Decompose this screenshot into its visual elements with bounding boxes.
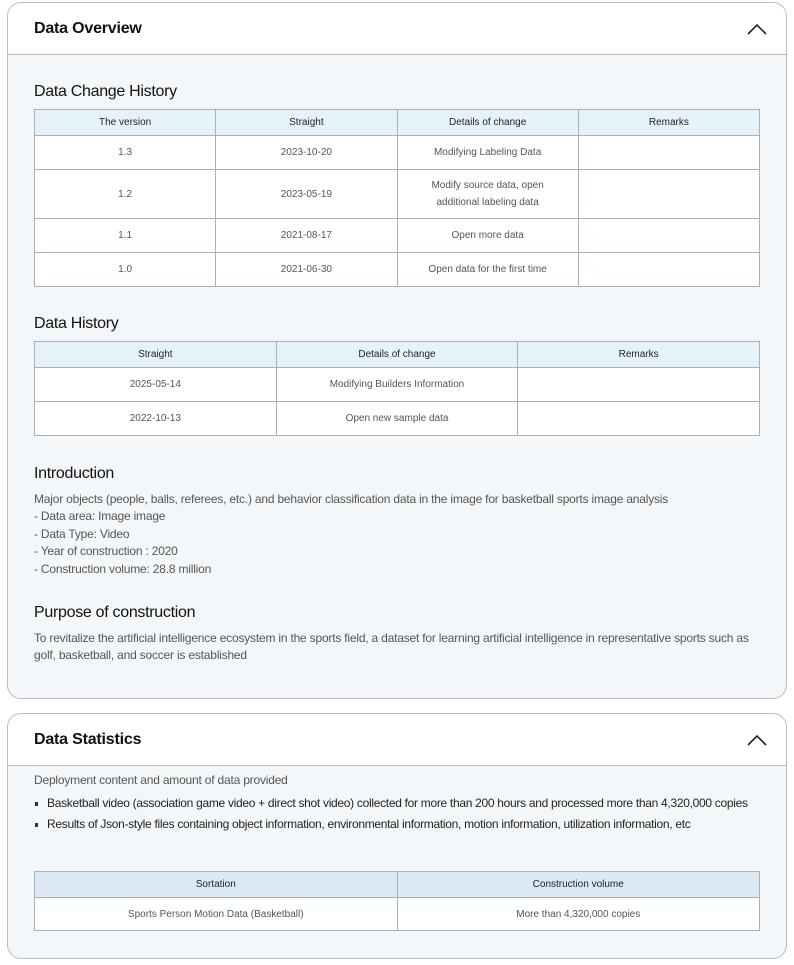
date-cell: 2021-08-17: [216, 219, 397, 253]
purpose-text: To revitalize the artificial intelligence ecosystem in the sports field, a dataset for learning artificial intelligence in representative sports such as golf, basketball, and soccer is established: [34, 631, 749, 663]
list-item: [34, 814, 760, 835]
table-row: [35, 219, 760, 253]
data-statistics-panel: [7, 713, 787, 959]
section-title-data-history: Data History: [34, 315, 119, 332]
table-row: [35, 368, 760, 402]
date-cell: 2023-05-19: [216, 170, 397, 219]
change-history-table: [34, 109, 760, 287]
details-cell: Modifying Labeling Data: [397, 136, 578, 170]
date-cell: 2025-05-14: [35, 368, 277, 402]
bullet-text: Basketball video (association game video + direct shot video) collected for more than 200 hours and processed more than 4,320,000 copies: [47, 796, 748, 811]
bullet-text: Results of Json-style files containing object information, environmental information, motion information, utilization information, etc: [47, 817, 691, 832]
section-title-purpose: Purpose of construction: [34, 604, 196, 622]
statistics-bullet-list: [34, 793, 760, 835]
remarks-cell: [578, 170, 759, 219]
data-history-table: [34, 341, 760, 436]
statistics-table: [34, 871, 760, 931]
data-overview-body: [8, 83, 786, 665]
statistics-subtitle: Deployment content and amount of data provided: [34, 773, 288, 787]
panel-title: Data Statistics: [34, 730, 142, 748]
table-row: [35, 136, 760, 170]
version-cell: 1.0: [35, 253, 216, 287]
column-header: Remarks: [578, 110, 759, 136]
list-item: [34, 793, 760, 814]
details-cell: Open data for the first time: [397, 253, 578, 287]
details-cell: Open new sample data: [276, 402, 518, 436]
introduction-line: Major objects (people, balls, referees, etc.) and behavior classification data in the image for basketball sports image analysis: [34, 492, 669, 506]
chevron-up-icon[interactable]: [746, 18, 768, 40]
table-row: [35, 402, 760, 436]
introduction-line: - Data area: Image image: [34, 509, 166, 524]
version-cell: 1.2: [35, 170, 216, 219]
section-title-introduction: Introduction: [34, 465, 115, 482]
data-statistics-body: [8, 772, 786, 931]
column-header: Straight: [216, 110, 397, 136]
details-cell: Modify source data, open additional labeling data: [397, 170, 578, 219]
chevron-up-icon[interactable]: [746, 729, 768, 751]
sortation-cell: Sports Person Motion Data (Basketball): [35, 898, 398, 931]
column-header: The version: [35, 110, 216, 136]
details-cell: Modifying Builders Information: [276, 368, 518, 402]
remarks-cell: [518, 402, 760, 436]
column-header: Construction volume: [397, 872, 760, 898]
column-header: Sortation: [35, 872, 398, 898]
remarks-cell: [578, 136, 759, 170]
column-header: Details of change: [397, 110, 578, 136]
introduction-line: - Construction volume: 28.8 million: [34, 561, 212, 576]
introduction-line: - Year of construction : 2020: [34, 544, 178, 559]
data-statistics-header[interactable]: [8, 714, 786, 766]
introduction-line: - Data Type: Video: [34, 526, 130, 541]
table-row: [35, 170, 760, 219]
table-row: [35, 898, 760, 931]
introduction-text: [34, 491, 760, 578]
bullet-icon: [35, 823, 38, 827]
panel-title: Data Overview: [34, 19, 142, 37]
date-cell: 2022-10-13: [35, 402, 277, 436]
remarks-cell: [518, 368, 760, 402]
date-cell: 2023-10-20: [216, 136, 397, 170]
remarks-cell: [578, 253, 759, 287]
remarks-cell: [578, 219, 759, 253]
details-cell: Open more data: [397, 219, 578, 253]
table-header-row: [35, 872, 760, 898]
volume-cell: More than 4,320,000 copies: [397, 898, 760, 931]
column-header: Remarks: [518, 342, 760, 368]
table-header-row: [35, 342, 760, 368]
section-title-change-history: Data Change History: [34, 83, 177, 100]
column-header: Straight: [35, 342, 277, 368]
bullet-icon: [35, 802, 38, 806]
version-cell: 1.1: [35, 219, 216, 253]
data-overview-panel: [7, 2, 787, 699]
version-cell: 1.3: [35, 136, 216, 170]
date-cell: 2021-06-30: [216, 253, 397, 287]
table-header-row: [35, 110, 760, 136]
column-header: Details of change: [276, 342, 518, 368]
data-overview-header[interactable]: [8, 3, 786, 55]
table-row: [35, 253, 760, 287]
